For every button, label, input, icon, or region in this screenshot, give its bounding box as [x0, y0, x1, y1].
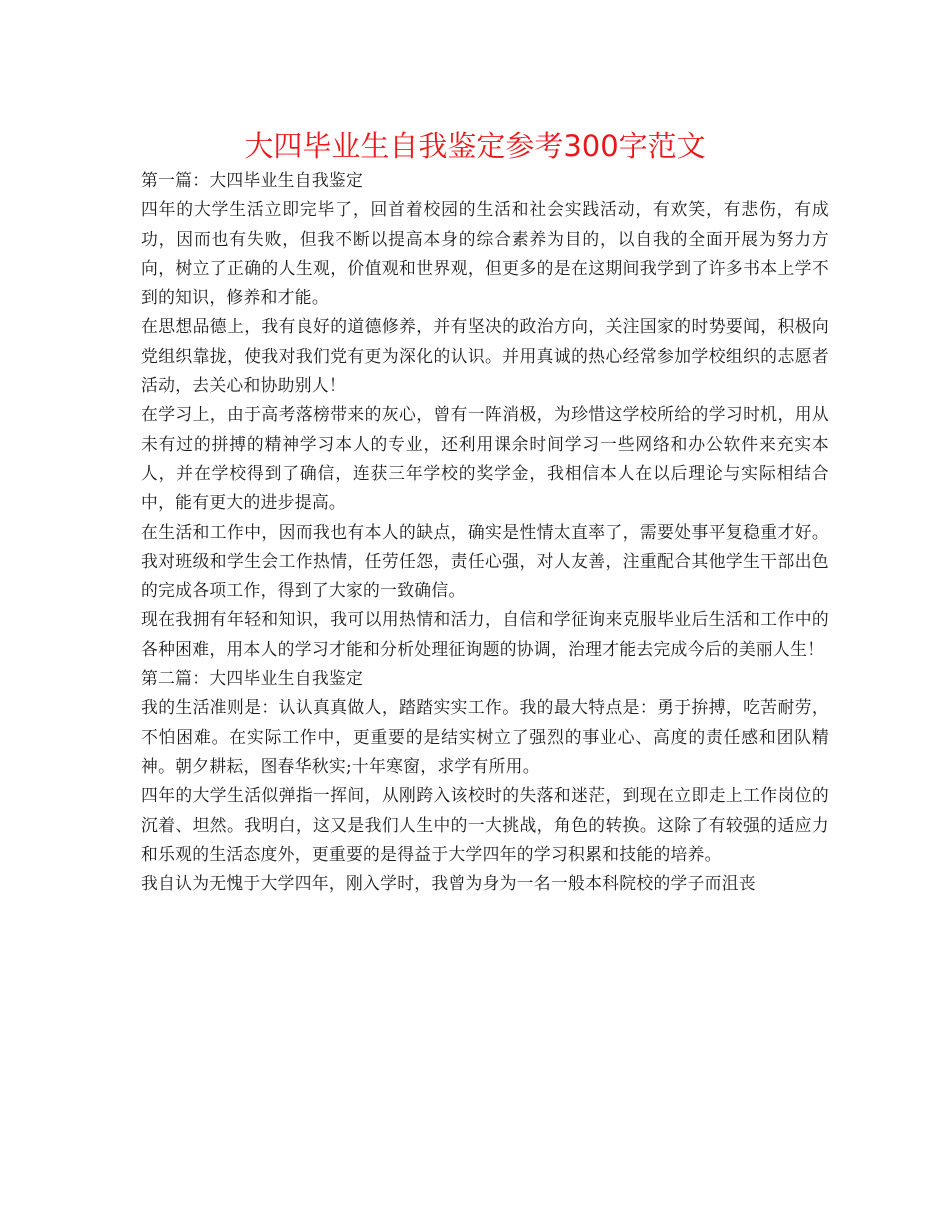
document-body — [141, 166, 829, 898]
paragraph: 四年的大学生活似弹指一挥间，从刚跨入该校时的失落和迷茫，到现在立即走上工作岗位的沉着、坦然。我明白，这又是我们人生中的一大挑战，角色的转换。这除了有较强的适应力和乐观的生活态度外，更重要的是得益于大学四年的学习积累和技能的培养。 — [141, 785, 829, 864]
paragraph: 四年的大学生活立即完毕了，回首着校园的生活和社会实践活动，有欢笑，有悲伤，有成功，因而也有失败，但我不断以提高本身的综合素养为目的，以自我的全面开展为努力方向，树立了正确的人生观，价值观和世界观，但更多的是在这期间我学到了许多书本上学不到的知识，修养和才能。 — [141, 199, 829, 308]
paragraph: 我的生活准则是：认认真真做人，踏踏实实工作。我的最大特点是：勇于拚搏，吃苦耐劳，不怕困难。在实际工作中，更重要的是结实树立了强烈的事业心、高度的责任感和团队精神。朝夕耕耘，图春华秋实;十年寒窗，求学有所用。 — [141, 697, 829, 776]
paragraph: 我自认为无愧于大学四年，刚入学时，我曾为身为一名一般本科院校的学子而沮丧 — [141, 873, 756, 894]
document-title: 大四毕业生自我鉴定参考300字范文 — [244, 129, 706, 163]
section-heading-2: 第二篇：大四毕业生自我鉴定 — [141, 668, 364, 689]
paragraph: 在学习上，由于高考落榜带来的灰心，曾有一阵消极，为珍惜这学校所给的学习时机，用从未有过的拼搏的精神学习本人的专业，还利用课余时间学习一些网络和办公软件来充实本人，并在学校得到了确信，连获三年学校的奖学金，我相信本人在以后理论与实际相结合中，能有更大的进步提高。 — [141, 404, 829, 513]
paragraph: 现在我拥有年轻和知识，我可以用热情和活力，自信和学征询来克服毕业后生活和工作中的各种困难，用本人的学习才能和分析处理征询题的协调，治理才能去完成今后的美丽人生！ — [141, 609, 829, 659]
section-heading-1: 第一篇：大四毕业生自我鉴定 — [141, 170, 364, 190]
paragraph: 在思想品德上，我有良好的道德修养，并有坚决的政治方向，关注国家的时势要闻，积极向党组织靠拢，使我对我们党有更为深化的认识。并用真诚的热心经常参加学校组织的志愿者活动，去关心和协助别人！ — [141, 316, 829, 396]
paragraph: 在生活和工作中，因而我也有本人的缺点，确实是性情太直率了，需要处事平复稳重才好。我对班级和学生会工作热情，任劳任怨，责任心强，对人友善，注重配合其他学生干部出色的完成各项工作，得到了大家的一致确信。 — [141, 521, 829, 601]
